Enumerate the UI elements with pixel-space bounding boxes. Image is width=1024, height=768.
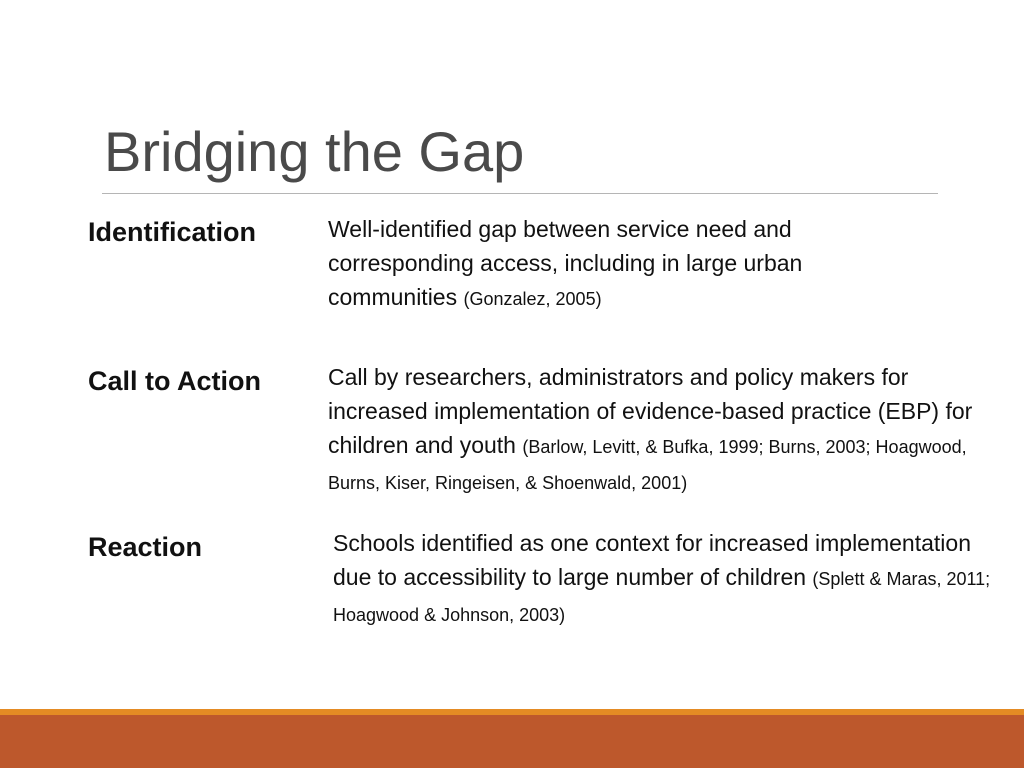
row-body-identification [328, 212, 908, 316]
row-citation: (Gonzalez, 2005) [463, 289, 602, 309]
row-citation: (Splett & Maras, 2011; Hoagwood & Johnson, 2003) [333, 569, 991, 625]
row-citation: (Barlow, Levitt, & Bufka, 1999; Burns, 2003; Hoagwood, Burns, Kiser, Ringeisen, & Shoenwald, 2001) [328, 437, 967, 493]
row-label-call-to-action: Call to Action [88, 366, 261, 396]
row-label-reaction: Reaction [88, 532, 203, 562]
row-body-call-to-action [328, 360, 1012, 500]
row-body-text: Call by researchers, administrators and policy makers for increased implementation of evidence-based practice (EBP) for children and youth [328, 364, 973, 458]
row-label-identification: Identification [88, 217, 256, 247]
title-divider [102, 193, 938, 194]
row-body-text: Schools identified as one context for increased implementation due to accessibility to large number of children [333, 530, 971, 590]
row-body-reaction [333, 526, 993, 632]
slide-title: Bridging the Gap [104, 120, 525, 183]
row-body-text: Well-identified gap between service need and corresponding access, including in large urban communities [328, 216, 803, 310]
footer-band [0, 715, 1024, 768]
